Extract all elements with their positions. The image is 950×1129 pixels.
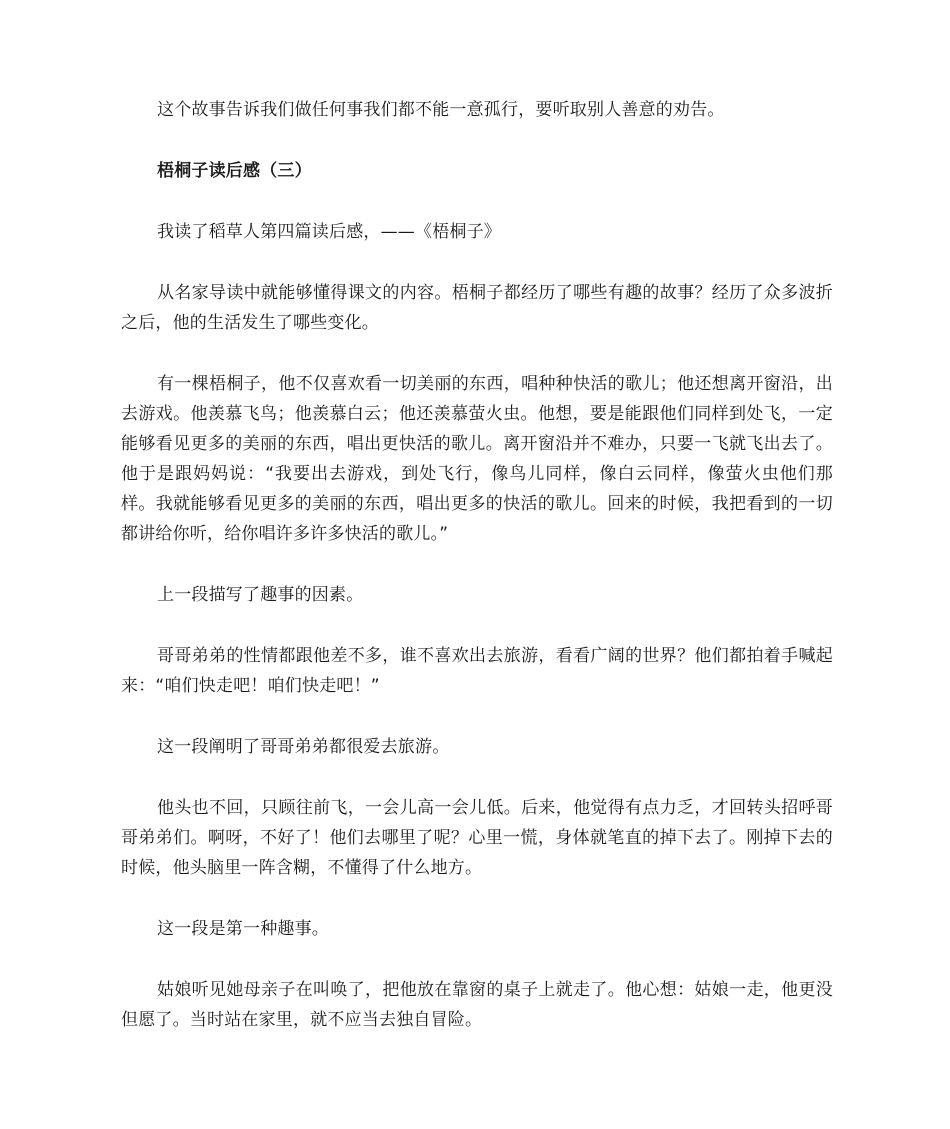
paragraph-story-start: 有一棵梧桐子，他不仅喜欢看一切美丽的东西，唱种种快活的歌儿；他还想离开窗沿，出去游戏。他羡慕飞鸟；他羡慕白云；他还羡慕萤火虫。他想，要是能跟他们同样到处飞，一定能够看见更多的美丽的东西，唱出更快活的歌儿。离开窗沿并不难办，只要一飞就飞出去了。他于是跟妈妈说：“我要出去游戏，到处飞行，像鸟儿同样，像白云同样，像萤火虫他们那样。我就能够看见更多的美丽的东西，唱出更多的快活的歌儿。回来的时候，我把看到的一切都讲给你听，给你唱许多许多快活的歌儿。” (121, 374, 833, 544)
paragraph-intro: 我读了稻草人第四篇读后感，——《梧桐子》 (157, 222, 501, 242)
paragraph-comment-3: 这一段是第一种趣事。 (157, 919, 329, 939)
paragraph-lesson: 这个故事告诉我们做任何事我们都不能一意孤行，要听取别人善意的劝告。 (157, 100, 725, 120)
paragraph-comment-2: 这一段阐明了哥哥弟弟都很爱去旅游。 (157, 737, 450, 757)
paragraph-brothers: 哥哥弟弟的性情都跟他差不多，谁不喜欢出去旅游，看看广阔的世界？他们都拍着手喊起来：“咱们快走吧！咱们快走吧！” (121, 646, 833, 696)
document-page (121, 95, 833, 1066)
paragraph-guide: 从名家导读中就能够懂得课文的内容。梧桐子都经历了哪些有趣的故事？经历了众多波折之后，他的生活发生了哪些变化。 (121, 283, 833, 333)
paragraph-girl: 姑娘听见她母亲子在叫唤了，把他放在靠窗的桌子上就走了。他心想：姑娘一走，他更没但愿了。当时站在家里，就不应当去独自冒险。 (121, 980, 833, 1030)
paragraph-fall: 他头也不回，只顾往前飞，一会儿高一会儿低。后来，他觉得有点力乏，才回转头招呼哥哥弟弟们。啊呀，不好了！他们去哪里了呢？心里一慌，身体就笔直的掉下去了。刚掉下去的时候，他头脑里一阵含糊，不懂得了什么地方。 (121, 798, 833, 878)
section-heading: 梧桐子读后感（三） (157, 161, 312, 181)
paragraph-comment-1: 上一段描写了趣事的因素。 (157, 585, 364, 605)
